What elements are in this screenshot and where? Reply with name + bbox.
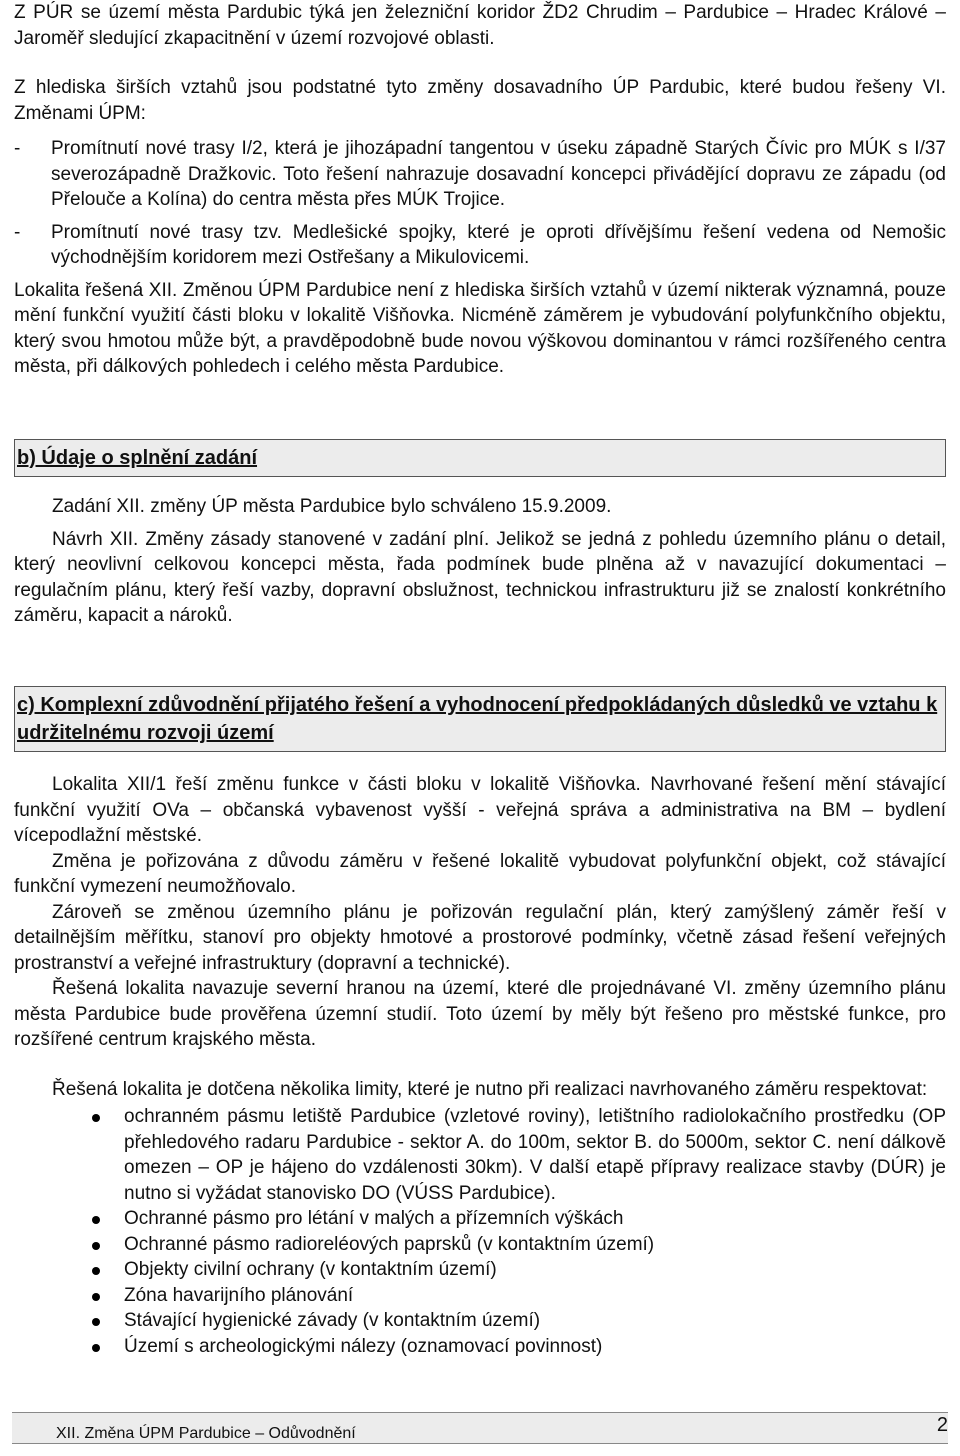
document-page [14, 0, 946, 1357]
paragraph-wider-relations: Z hlediska širších vztahů jsou podstatné tyto změny dosavadního ÚP Pardubic, které budou řešeny VI. Změnami ÚPM: [14, 77, 946, 124]
section-c [14, 772, 946, 1359]
dash-item: - Promítnutí nové trasy I/2, která je jihozápadní tangentou v úseku západně Starých Čívic pro MÚK s I/37 severozápadně Dražkovic. Toto řešení nahrazuje dosavadní koncepci přivádějící dopravu ze západu (od Přelouče a Kolína) do centra města přes MÚK Trojice. [14, 136, 946, 213]
page-number: 2 [936, 1414, 948, 1436]
paragraph-pur: Z PÚR se území města Pardubic týká jen železniční koridor ŽD2 Chrudim – Pardubice – Hradec Králové – Jaroměř sledující zkapacitnění v území rozvojové oblasti. [14, 2, 946, 49]
paragraph-locality-change: Lokalita XII/1 řeší změnu funkce v části bloku v lokalitě Višňovka. Navrhované řešení mění stávající funkční využití OVa – občanská vybavenost vyšší - veřejná správa a administrativa na BM – bydlení vícepodlažní městské. [14, 774, 946, 846]
list-item: Ochranné pásmo radioreléových paprsků (v kontaktním území) [14, 1232, 946, 1258]
footer-title: XII. Změna ÚPM Pardubice – Odůvodnění [56, 1425, 356, 1442]
list-item: Objekty civilní ochrany (v kontaktním území) [14, 1257, 946, 1283]
paragraph-proposal: Návrh XII. Změny zásady stanovené v zadání plní. Jelikož se jedná z pohledu územního plánu o detail, který neovlivní celkovou koncepci města, řada podmínek bude plněna až v navazující dokumentaci – regulačním plánu, který řeší vazby, dopravní obslužnost, technickou infrastrukturu již se znalostí konkrétního záměru, kapacit a nároků. [14, 528, 946, 626]
limits-list [14, 1104, 946, 1359]
paragraph-locality: Lokalita řešená XII. Změnou ÚPM Pardubice není z hlediska širších vztahů v území nikterak významná, pouze mění funkční využití části bloku v lokalitě Višňovka. Nicméně záměrem je vybudování polyfunkčního objektu, který svou hmotou může být, a pravděpodobně bude novou výškovou dominantou v rámci rozšířeného centra města, při dálkových pohledech i celého města Pardubice. [14, 279, 946, 377]
list-item: Ochranné pásmo pro létání v malých a přízemních výškách [14, 1206, 946, 1232]
section-b [14, 494, 946, 629]
paragraph-regulation: Zároveň se změnou územního plánu je pořizován regulační plán, který zamýšlený záměr řeší v detailnějším měřítku, stanoví pro objekty hmotové a prostorové podmínky, včetně zásad řešení veřejných prostranství a veřejné infrastruktury (dopravní a technické). [14, 901, 946, 974]
paragraph-reason: Změna je pořizována z důvodu záměru v řešené lokalitě vybudovat polyfunkční objekt, což stávající funkční vymezení neumožňovalo. [14, 850, 946, 897]
list-item: Území s archeologickými nálezy (oznamovací povinnost) [14, 1334, 946, 1360]
dash-item: - Promítnutí nové trasy tzv. Medlešické spojky, které je oproti dřívějšímu řešení vedena od Nemošic východnějším koridorem mezi Ostřešany a Mikulovicemi. [14, 220, 946, 271]
dash-item-text: Promítnutí nové trasy tzv. Medlešické spojky, které je oproti dřívějšímu řešení vedena od Nemošic východnějším koridorem mezi Ostřešany a Mikulovicemi. [51, 221, 946, 268]
list-item: Zóna havarijního plánování [14, 1283, 946, 1309]
section-c-heading: c) Komplexní zdůvodnění přijatého řešení a vyhodnocení předpokládaných důsledků ve vztahu k udržitelnému rozvoji území [14, 686, 946, 752]
page-footer [12, 1412, 948, 1444]
list-item: Stávající hygienické závady (v kontaktním území) [14, 1308, 946, 1334]
section-b-heading: b) Údaje o splnění zadání [14, 439, 946, 477]
paragraph-limits: Řešená lokalita je dotčena několika limity, které je nutno při realizaci navrhovaného záměru respektovat: [52, 1078, 928, 1100]
dash-item-text: Promítnutí nové trasy I/2, která je jihozápadní tangentou v úseku západně Starých Čívic pro MÚK s I/37 severozápadně Dražkovic. Toto řešení nahrazuje dosavadní koncepci přivádějící dopravu ze západu (od Přelouče a Kolína) do centra města přes MÚK Trojice. [51, 138, 946, 210]
section-a [14, 0, 946, 380]
paragraph-north-edge: Řešená lokalita navazuje severní hranou na území, které dle projednávané VI. změny územního plánu města Pardubice bude prověřena územní studií. Toto území by měly být řešeno pro městské funkce, pro rozšířené centrum krajského města. [14, 978, 946, 1050]
paragraph-approval: Zadání XII. změny ÚP města Pardubice bylo schváleno 15.9.2009. [52, 496, 612, 517]
list-item: ochranném pásmu letiště Pardubice (vzletové roviny), letištního radiolokačního prostředku (OP přehledového radaru Pardubice - sektor A. do 100m, sektor B. do 5000m, sektor C. není dálkově omezen – OP je hájeno do vzdálenosti 30km). V další etapě přípravy realizace stavby (DÚR) je nutno si vyžádat stanovisko DO (VÚSS Pardubice). [14, 1104, 946, 1206]
